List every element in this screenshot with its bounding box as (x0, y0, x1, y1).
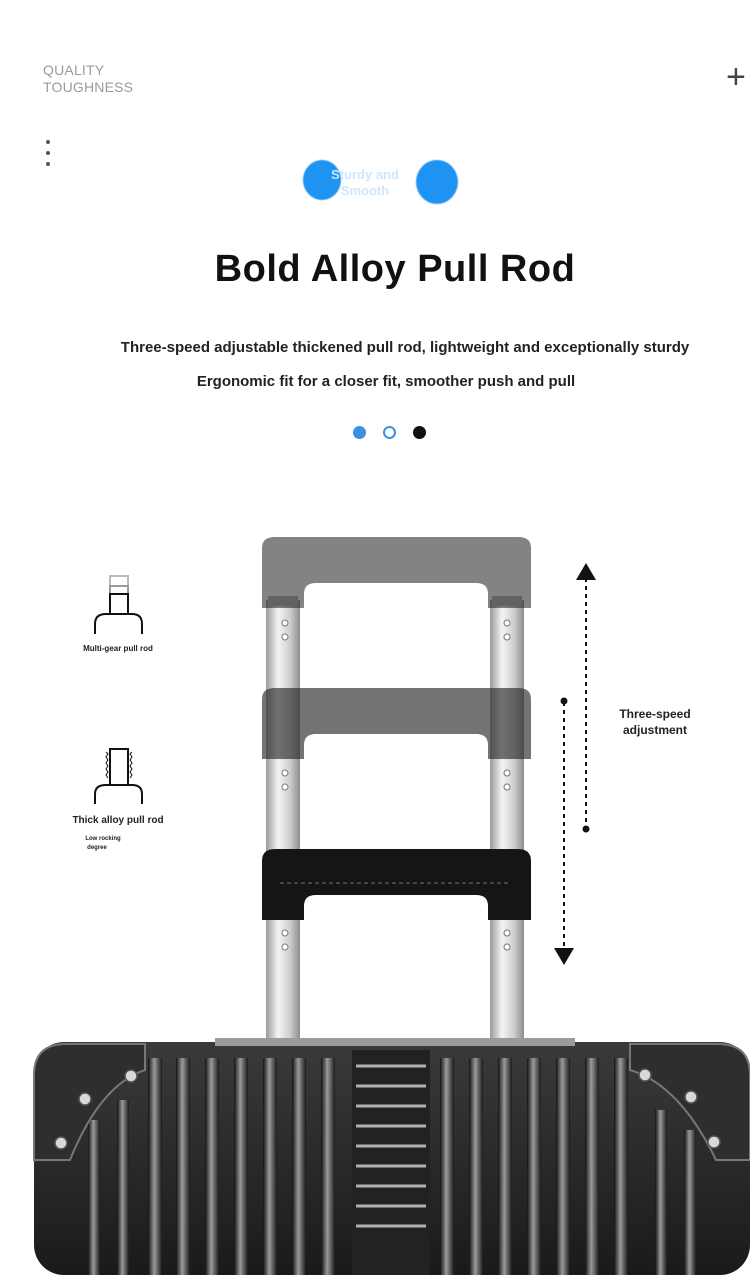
subtitle-2: Ergonomic fit for a closer fit, smoother push and pull (196, 373, 576, 390)
multi-gear-label: Multi-gear pull rod (83, 644, 153, 653)
badge-line-2: Smooth (340, 183, 390, 198)
handle-bottom-position (262, 849, 531, 920)
kebab-menu-icon[interactable] (46, 140, 54, 174)
low-rocking-label-1: Low rocking (85, 836, 121, 842)
suitcase-illustration (0, 470, 750, 1275)
plus-icon[interactable]: + (726, 58, 746, 96)
adjustment-arrows (554, 563, 596, 965)
pagination-dot-3[interactable] (413, 426, 426, 439)
sturdy-smooth-badge (300, 157, 465, 207)
pagination-dot-1[interactable] (353, 426, 366, 439)
thick-alloy-label: Thick alloy pull rod (72, 815, 164, 826)
page-title: Bold Alloy Pull Rod (214, 248, 576, 290)
multi-gear-rod-icon (95, 576, 142, 634)
badge-line-1: Sturdy and (331, 167, 399, 182)
right-blue-bubble (416, 160, 458, 204)
badge-text (310, 167, 420, 199)
handle-top-position (262, 537, 531, 608)
subtitle-1: Three-speed adjustable thickened pull rod, lightweight and exceptionally sturdy (120, 339, 690, 356)
three-speed-label-1: Three-speed (619, 707, 691, 721)
brand-tagline (43, 62, 133, 96)
handle-middle-position (262, 688, 531, 759)
thick-alloy-rod-icon (95, 749, 142, 804)
low-rocking-label-2: degree (87, 845, 107, 851)
brand-line-2: TOUGHNESS (43, 79, 134, 95)
pull-rod-tubes (266, 596, 524, 1050)
three-speed-label-2: adjustment (622, 723, 687, 737)
brand-line-1: QUALITY (43, 62, 105, 78)
pagination-dot-2[interactable] (383, 426, 396, 439)
suitcase-body (34, 1038, 750, 1275)
